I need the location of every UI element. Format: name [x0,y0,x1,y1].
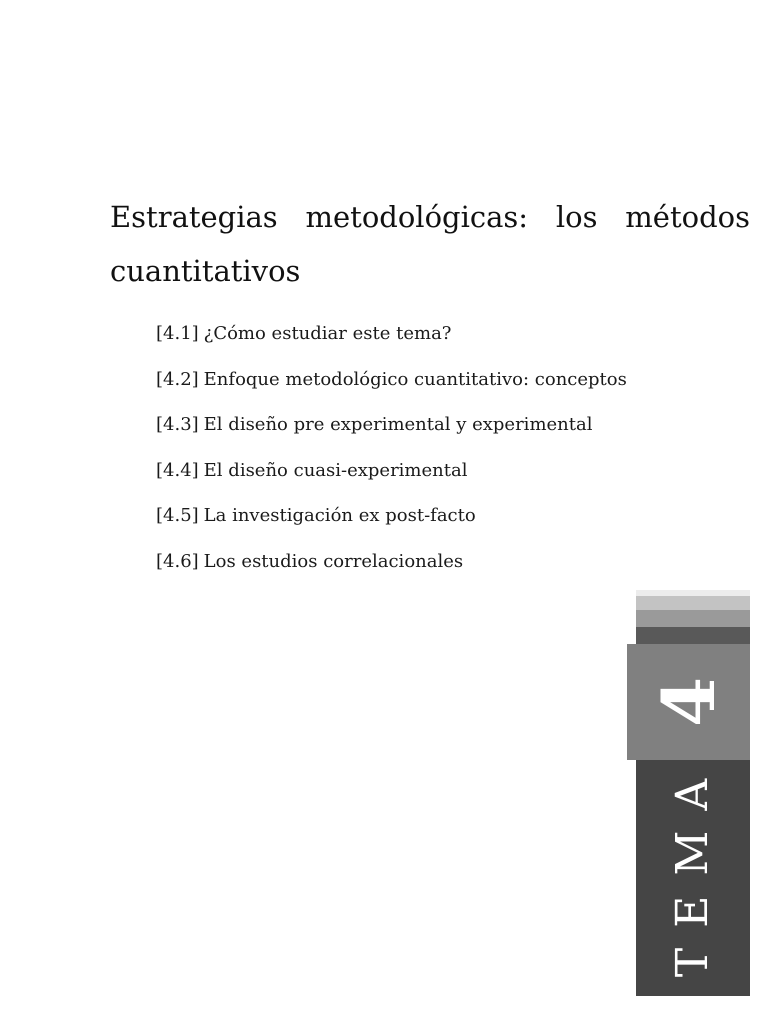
toc-item-label: ¿Cómo estudiar este tema? [203,323,452,344]
table-of-contents [156,319,627,592]
toc-item-number: [4.1] [156,323,199,344]
decorative-stripe [636,596,750,610]
toc-item-number: [4.5] [156,505,199,526]
toc-item-4-5 [156,501,627,547]
chapter-label: TEMA [667,758,718,978]
decorative-stripe [636,627,750,644]
toc-item-4-4 [156,456,627,502]
toc-item-label: La investigación ex post-facto [203,505,476,526]
chapter-title: Estrategias metodológicas: los métodos cuantitativos [110,200,750,288]
toc-item-4-2 [156,365,627,411]
chapter-label-block [636,760,750,996]
toc-item-number: [4.3] [156,414,199,435]
toc-item-4-1 [156,319,627,365]
chapter-number-block [627,644,750,760]
toc-item-number: [4.2] [156,368,199,390]
toc-item-number: [4.4] [156,459,199,481]
toc-item-label: Enfoque metodológico cuantitativo: conceptos [203,368,627,390]
chapter-number: 4 [645,676,731,728]
decorative-stripe [636,610,750,627]
toc-item-label: El diseño cuasi-experimental [203,459,468,481]
toc-item-label: El diseño pre experimental y experimental [203,414,593,435]
toc-item-4-6 [156,547,627,593]
toc-item-label: Los estudios correlacionales [203,550,464,572]
toc-item-4-3 [156,410,627,456]
toc-item-number: [4.6] [156,550,199,572]
